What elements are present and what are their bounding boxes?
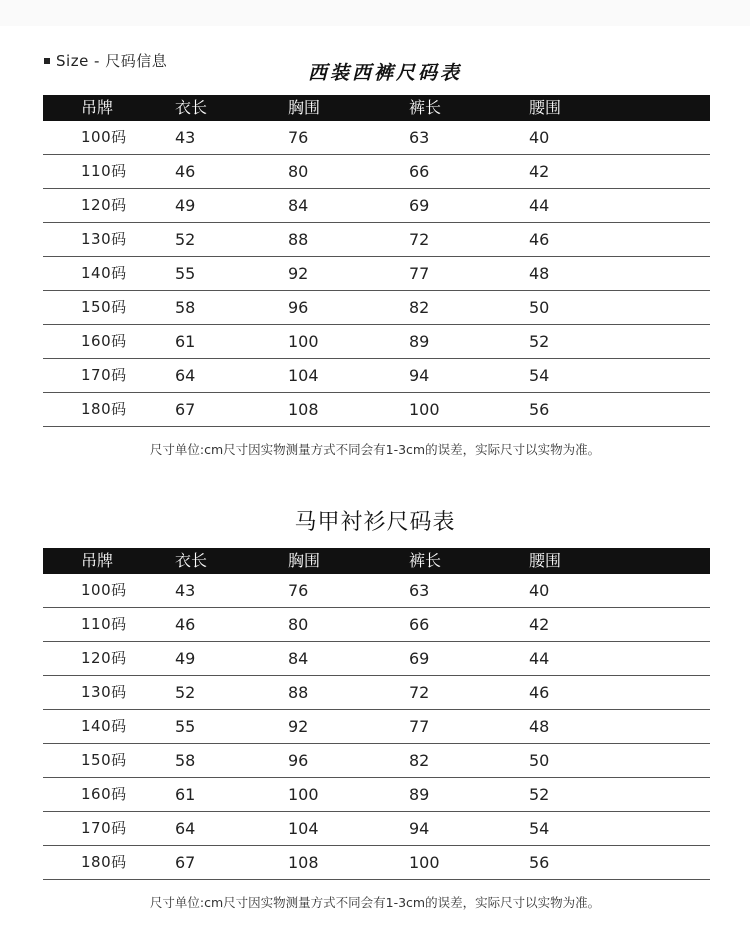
table-cell: 150码: [81, 298, 127, 316]
table-cell: 150码: [81, 751, 127, 769]
table-cell: 63: [409, 581, 430, 600]
table-cell: 49: [175, 649, 196, 668]
table-cell: 100: [288, 785, 319, 804]
section-label-text: Size - 尺码信息: [56, 52, 168, 70]
table-cell: 72: [409, 683, 430, 702]
table-cell: 104: [288, 819, 319, 838]
table-row: [43, 608, 710, 642]
table-cell: 96: [288, 751, 309, 770]
table-row: [43, 642, 710, 676]
table-cell: 100: [288, 332, 319, 351]
table-cell: 58: [175, 298, 196, 317]
table-cell: 140码: [81, 717, 127, 735]
page-top-strip: [0, 0, 750, 26]
table-cell: 58: [175, 751, 196, 770]
table-cell: 110码: [81, 615, 127, 633]
table-row: [43, 778, 710, 812]
table-cell: 46: [529, 683, 550, 702]
table-cell: 40: [529, 128, 550, 147]
table-cell: 46: [175, 615, 196, 634]
table-cell: 46: [529, 230, 550, 249]
table-cell: 52: [175, 230, 196, 249]
table-cell: 130码: [81, 683, 127, 701]
table-cell: 94: [409, 366, 430, 385]
table-cell: 82: [409, 751, 430, 770]
table-row: [43, 846, 710, 880]
table-cell: 42: [529, 162, 550, 181]
table-cell: 56: [529, 853, 550, 872]
table-cell: 67: [175, 400, 196, 419]
table-row: [43, 393, 710, 427]
vest-table-title: 马甲衬衫尺码表: [294, 510, 456, 535]
table-cell: 92: [288, 264, 309, 283]
table-cell: 55: [175, 264, 196, 283]
table-cell: 89: [409, 332, 430, 351]
table-cell: 52: [529, 785, 550, 804]
suit-table-note: 尺寸单位:cm尺寸因实物测量方式不同会有1-3cm的误差，实际尺寸以实物为准。: [149, 442, 601, 457]
table-cell: 69: [409, 649, 430, 668]
table-cell: 94: [409, 819, 430, 838]
table-cell: 64: [175, 366, 196, 385]
table-row: [43, 223, 710, 257]
table-cell: 120码: [81, 196, 127, 214]
table-cell: 88: [288, 683, 309, 702]
table-cell: 100: [409, 400, 440, 419]
table-cell: 44: [529, 649, 550, 668]
table-cell: 52: [529, 332, 550, 351]
table-cell: 84: [288, 649, 309, 668]
table-row: [43, 189, 710, 223]
header-cell: 吊牌: [81, 551, 114, 570]
table-row: [43, 574, 710, 608]
vest-table-note: 尺寸单位:cm尺寸因实物测量方式不同会有1-3cm的误差，实际尺寸以实物为准。: [149, 895, 601, 910]
table-cell: 108: [288, 853, 319, 872]
table-cell: 72: [409, 230, 430, 249]
table-cell: 64: [175, 819, 196, 838]
table-cell: 104: [288, 366, 319, 385]
table-cell: 63: [409, 128, 430, 147]
table-cell: 80: [288, 615, 309, 634]
table-cell: 44: [529, 196, 550, 215]
table-cell: 55: [175, 717, 196, 736]
table-cell: 160码: [81, 785, 127, 803]
table-cell: 43: [175, 128, 196, 147]
table-cell: 180码: [81, 853, 127, 871]
table-cell: 77: [409, 717, 430, 736]
table-row: [43, 121, 710, 155]
table-cell: 43: [175, 581, 196, 600]
table-cell: 76: [288, 128, 309, 147]
table-row: [43, 257, 710, 291]
header-cell: 腰围: [529, 98, 562, 117]
table-cell: 89: [409, 785, 430, 804]
table-cell: 108: [288, 400, 319, 419]
suit-size-table: [43, 95, 710, 427]
table-cell: 61: [175, 785, 196, 804]
table-cell: 66: [409, 615, 430, 634]
table-cell: 67: [175, 853, 196, 872]
table-row: [43, 744, 710, 778]
table-cell: 170码: [81, 366, 127, 384]
table-cell: 50: [529, 751, 550, 770]
table-cell: 48: [529, 717, 550, 736]
suit-table-title: 西装西裤尺码表: [307, 62, 462, 84]
vest-size-table: [43, 548, 710, 880]
header-cell: 胸围: [288, 98, 321, 117]
header-cell: 吊牌: [81, 98, 114, 117]
table-cell: 48: [529, 264, 550, 283]
table-cell: 46: [175, 162, 196, 181]
table-cell: 50: [529, 298, 550, 317]
table-cell: 80: [288, 162, 309, 181]
table-cell: 170码: [81, 819, 127, 837]
table-row: [43, 812, 710, 846]
table-row: [43, 710, 710, 744]
header-cell: 裤长: [409, 551, 442, 570]
table-cell: 100码: [81, 581, 127, 599]
table-cell: 96: [288, 298, 309, 317]
table-header: [43, 548, 710, 574]
table-cell: 84: [288, 196, 309, 215]
table-row: [43, 291, 710, 325]
table-cell: 82: [409, 298, 430, 317]
table-cell: 61: [175, 332, 196, 351]
header-cell: 胸围: [288, 551, 321, 570]
table-cell: 54: [529, 819, 550, 838]
table-cell: 180码: [81, 400, 127, 418]
table-header: [43, 95, 710, 121]
table-cell: 66: [409, 162, 430, 181]
table-cell: 110码: [81, 162, 127, 180]
table-cell: 52: [175, 683, 196, 702]
table-cell: 49: [175, 196, 196, 215]
table-row: [43, 155, 710, 189]
table-row: [43, 359, 710, 393]
header-cell: 衣长: [175, 98, 208, 117]
table-cell: 120码: [81, 649, 127, 667]
table-cell: 76: [288, 581, 309, 600]
table-cell: 130码: [81, 230, 127, 248]
table-cell: 100: [409, 853, 440, 872]
table-row: [43, 676, 710, 710]
table-cell: 42: [529, 615, 550, 634]
table-cell: 100码: [81, 128, 127, 146]
table-cell: 160码: [81, 332, 127, 350]
table-cell: 40: [529, 581, 550, 600]
table-row: [43, 325, 710, 359]
table-cell: 88: [288, 230, 309, 249]
header-cell: 裤长: [409, 98, 442, 117]
table-cell: 77: [409, 264, 430, 283]
table-cell: 69: [409, 196, 430, 215]
header-cell: 腰围: [529, 551, 562, 570]
table-cell: 54: [529, 366, 550, 385]
header-cell: 衣长: [175, 551, 208, 570]
table-cell: 140码: [81, 264, 127, 282]
table-cell: 56: [529, 400, 550, 419]
table-cell: 92: [288, 717, 309, 736]
